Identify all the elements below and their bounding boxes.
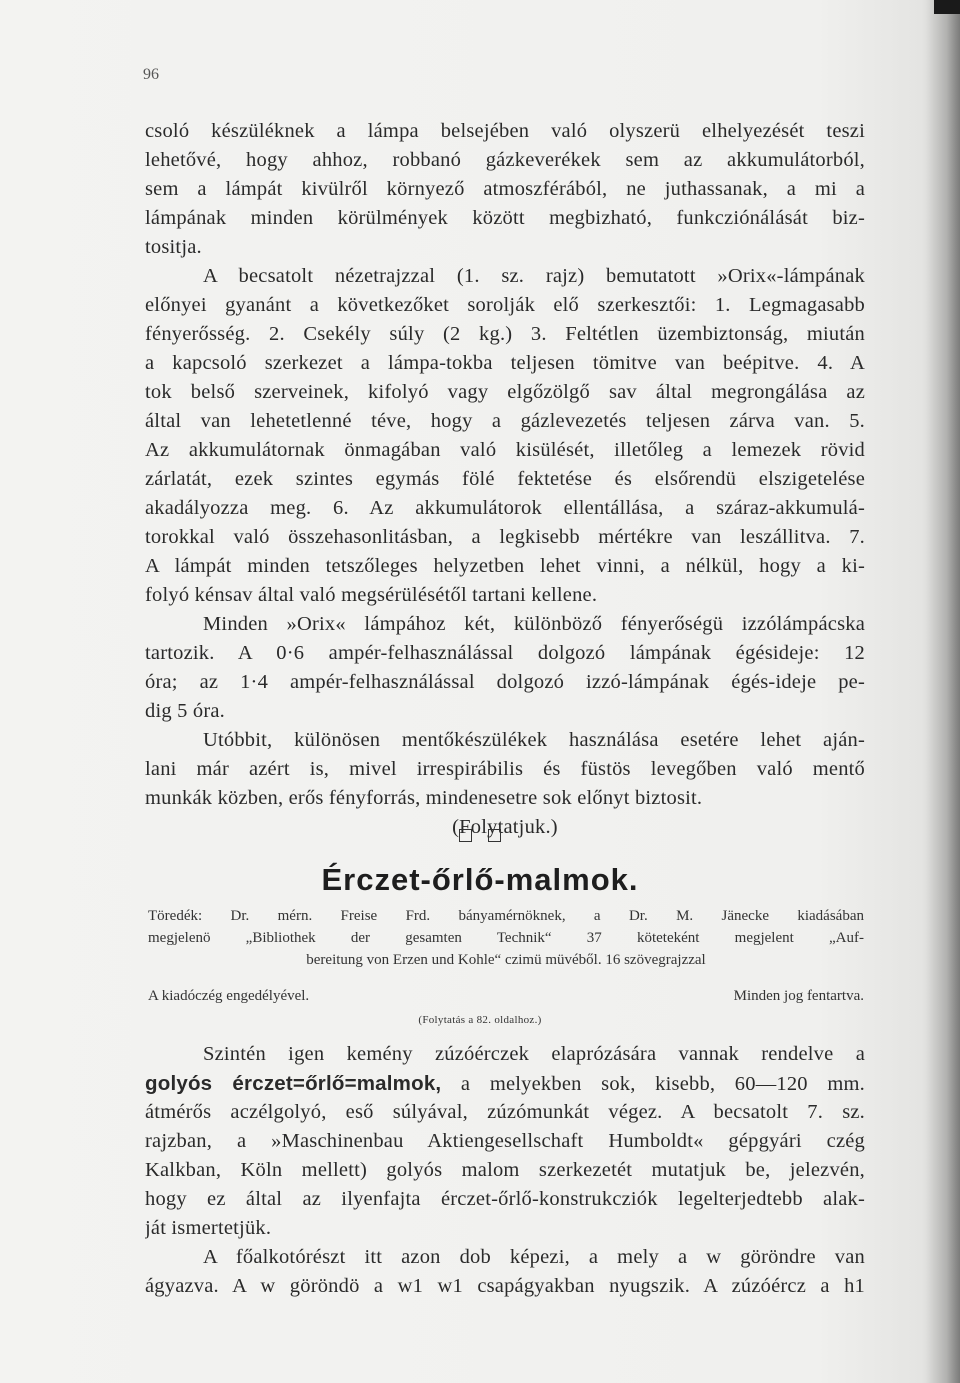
text-line: rajzban, a »Maschinenbau Aktiengesellschaft Humboldt« gépgyári czég bbox=[145, 1130, 865, 1152]
text-line: Kalkban, Köln mellett) golyós malom szerkezetét mutatjuk be, jelezvén, bbox=[145, 1159, 865, 1181]
corner-mark bbox=[934, 0, 960, 14]
source-note-line: Töredék: Dr. mérn. Freise Frd. bányamérnöknek, a Dr. M. Jänecke kiadásában bbox=[148, 908, 864, 924]
text-line: Az akkumulátornak önmagában való kisülését, illetőleg a lemezek rövid bbox=[145, 439, 865, 461]
text-line: a kapcsoló szerkezet a lámpa-tokba teljesen tömitve van beépitve. 4. A bbox=[145, 352, 865, 374]
text-line: A becsatolt nézetrajzzal (1. sz. rajz) bemutatott »Orix«-lámpának bbox=[203, 265, 865, 287]
article-title: Érczet-őrlő-malmok. bbox=[321, 862, 639, 897]
text-line: fényerősség. 2. Csekély súly (2 kg.) 3. Feltétlen üzembiztonság, miután bbox=[145, 323, 865, 345]
page-edge-shadow bbox=[926, 0, 960, 1383]
publisher-permission: A kiadóczég engedélyével. bbox=[148, 988, 310, 1004]
text-line: folyó kénsav által való megsérülésétől tartani kellene. bbox=[145, 584, 598, 606]
rights-line bbox=[148, 988, 864, 1005]
text-line: Minden »Orix« lámpához két, különböző fényerőségü izzólámpácska bbox=[203, 613, 865, 635]
text-line: akadályozza meg. 6. Az akkumulátorok ellentállása, a száraz-akkumulá- bbox=[145, 497, 865, 519]
body-text-bottom bbox=[145, 1040, 865, 1301]
text-line: dig 5 óra. bbox=[145, 700, 225, 722]
text-line: lehetővé, hogy ahhoz, robbanó gázkeverékek sem az akkumulátorból, bbox=[145, 149, 865, 171]
bold-term: golyós érczet=őrlő=malmok, bbox=[145, 1072, 442, 1095]
text-line: hogy ez által az ilyenfajta érczet-őrlő-konstrukcziók legelterjedtebb alak- bbox=[145, 1188, 865, 1210]
text-line: óra; az 1·4 ampér-felhasználással dolgozó izzó-lámpának égés-ideje pe- bbox=[145, 671, 865, 693]
source-note-line: megjelenö „Bibliothek der gesamten Technik“ 37 köteteként megjelent „Auf- bbox=[148, 930, 864, 946]
continued-note: (Folytatjuk.) bbox=[452, 816, 558, 838]
source-note bbox=[148, 905, 864, 971]
text-line: előnyei gyanánt a következőket sorolják elő szerkesztői: 1. Legmagasabb bbox=[145, 294, 865, 316]
text-line bbox=[145, 1069, 865, 1098]
text-line: által van lehetetlenné téve, hogy a gázlevezetés teljesen zárva van. 5. bbox=[145, 410, 865, 432]
body-text-top bbox=[145, 117, 865, 842]
text-line: átmérős aczélgolyó, eső súlyával, zúzómunkát végez. A becsatolt 7. sz. bbox=[145, 1101, 865, 1123]
text-line: tositja. bbox=[145, 236, 202, 258]
text-line: zárlatát, ezek szintes egymás fölé fektetése és elsőrendü elszigetelése bbox=[145, 468, 865, 490]
square-ornament bbox=[459, 829, 472, 842]
text-line: lámpának minden körülmények között megbizható, funkcziónálását biz- bbox=[145, 207, 865, 229]
text-line: tok belső szerveinek, kifolyó vagy elgőzölgő sav által megrongálása az bbox=[145, 381, 865, 403]
text-line: A lámpát minden tetszőleges helyzetben lehet vinni, a nélkül, hogy a ki- bbox=[145, 555, 865, 577]
text-line: A főalkotórészt itt azon dob képezi, a mely a w göröndre van bbox=[203, 1246, 865, 1268]
text-line: tartozik. A 0·6 ampér-felhasználással dolgozó lámpának égésideje: 12 bbox=[145, 642, 865, 664]
text-fragment: a melyekben sok, kisebb, 60—120 mm. bbox=[441, 1073, 865, 1095]
rights-reserved: Minden jog fentartva. bbox=[733, 988, 864, 1004]
text-line: ját ismertetjük. bbox=[145, 1217, 272, 1239]
square-ornament bbox=[488, 829, 501, 842]
text-line: munkák közben, erős fényforrás, mindenesetre sok előnyt biztosit. bbox=[145, 787, 703, 809]
source-note-line: bereitung von Erzen und Kohle“ czimü müvéből. 16 szövegrajzzal bbox=[306, 952, 706, 968]
text-line: ágyazva. A w göröndö a w1 w1 csapágyakban nyugszik. A zúzóércz a h1 bbox=[145, 1275, 865, 1297]
text-line: Szintén igen kemény zúzóérczek elaprózására vannak rendelve a bbox=[203, 1043, 865, 1065]
text-line: sem a lámpát kivülről környező atmoszférából, ne juthassanak, a mi a bbox=[145, 178, 865, 200]
section-separator bbox=[0, 823, 960, 846]
text-line: csoló készüléknek a lámpa belsejében való olyszerü elhelyezését teszi bbox=[145, 120, 865, 142]
continuation-reference: (Folytatás a 82. oldalhoz.) bbox=[418, 1014, 542, 1026]
text-line: torokkal való összehasonlitásban, a legkisebb mértékre van leszállitva. 7. bbox=[145, 526, 865, 548]
page-number: 96 bbox=[143, 66, 159, 83]
text-line: lani már azért is, mivel irrespirábilis és füstös levegőben való mentő bbox=[145, 758, 865, 780]
text-line: Utóbbit, különösen mentőkészülékek használása esetére lehet aján- bbox=[203, 729, 865, 751]
